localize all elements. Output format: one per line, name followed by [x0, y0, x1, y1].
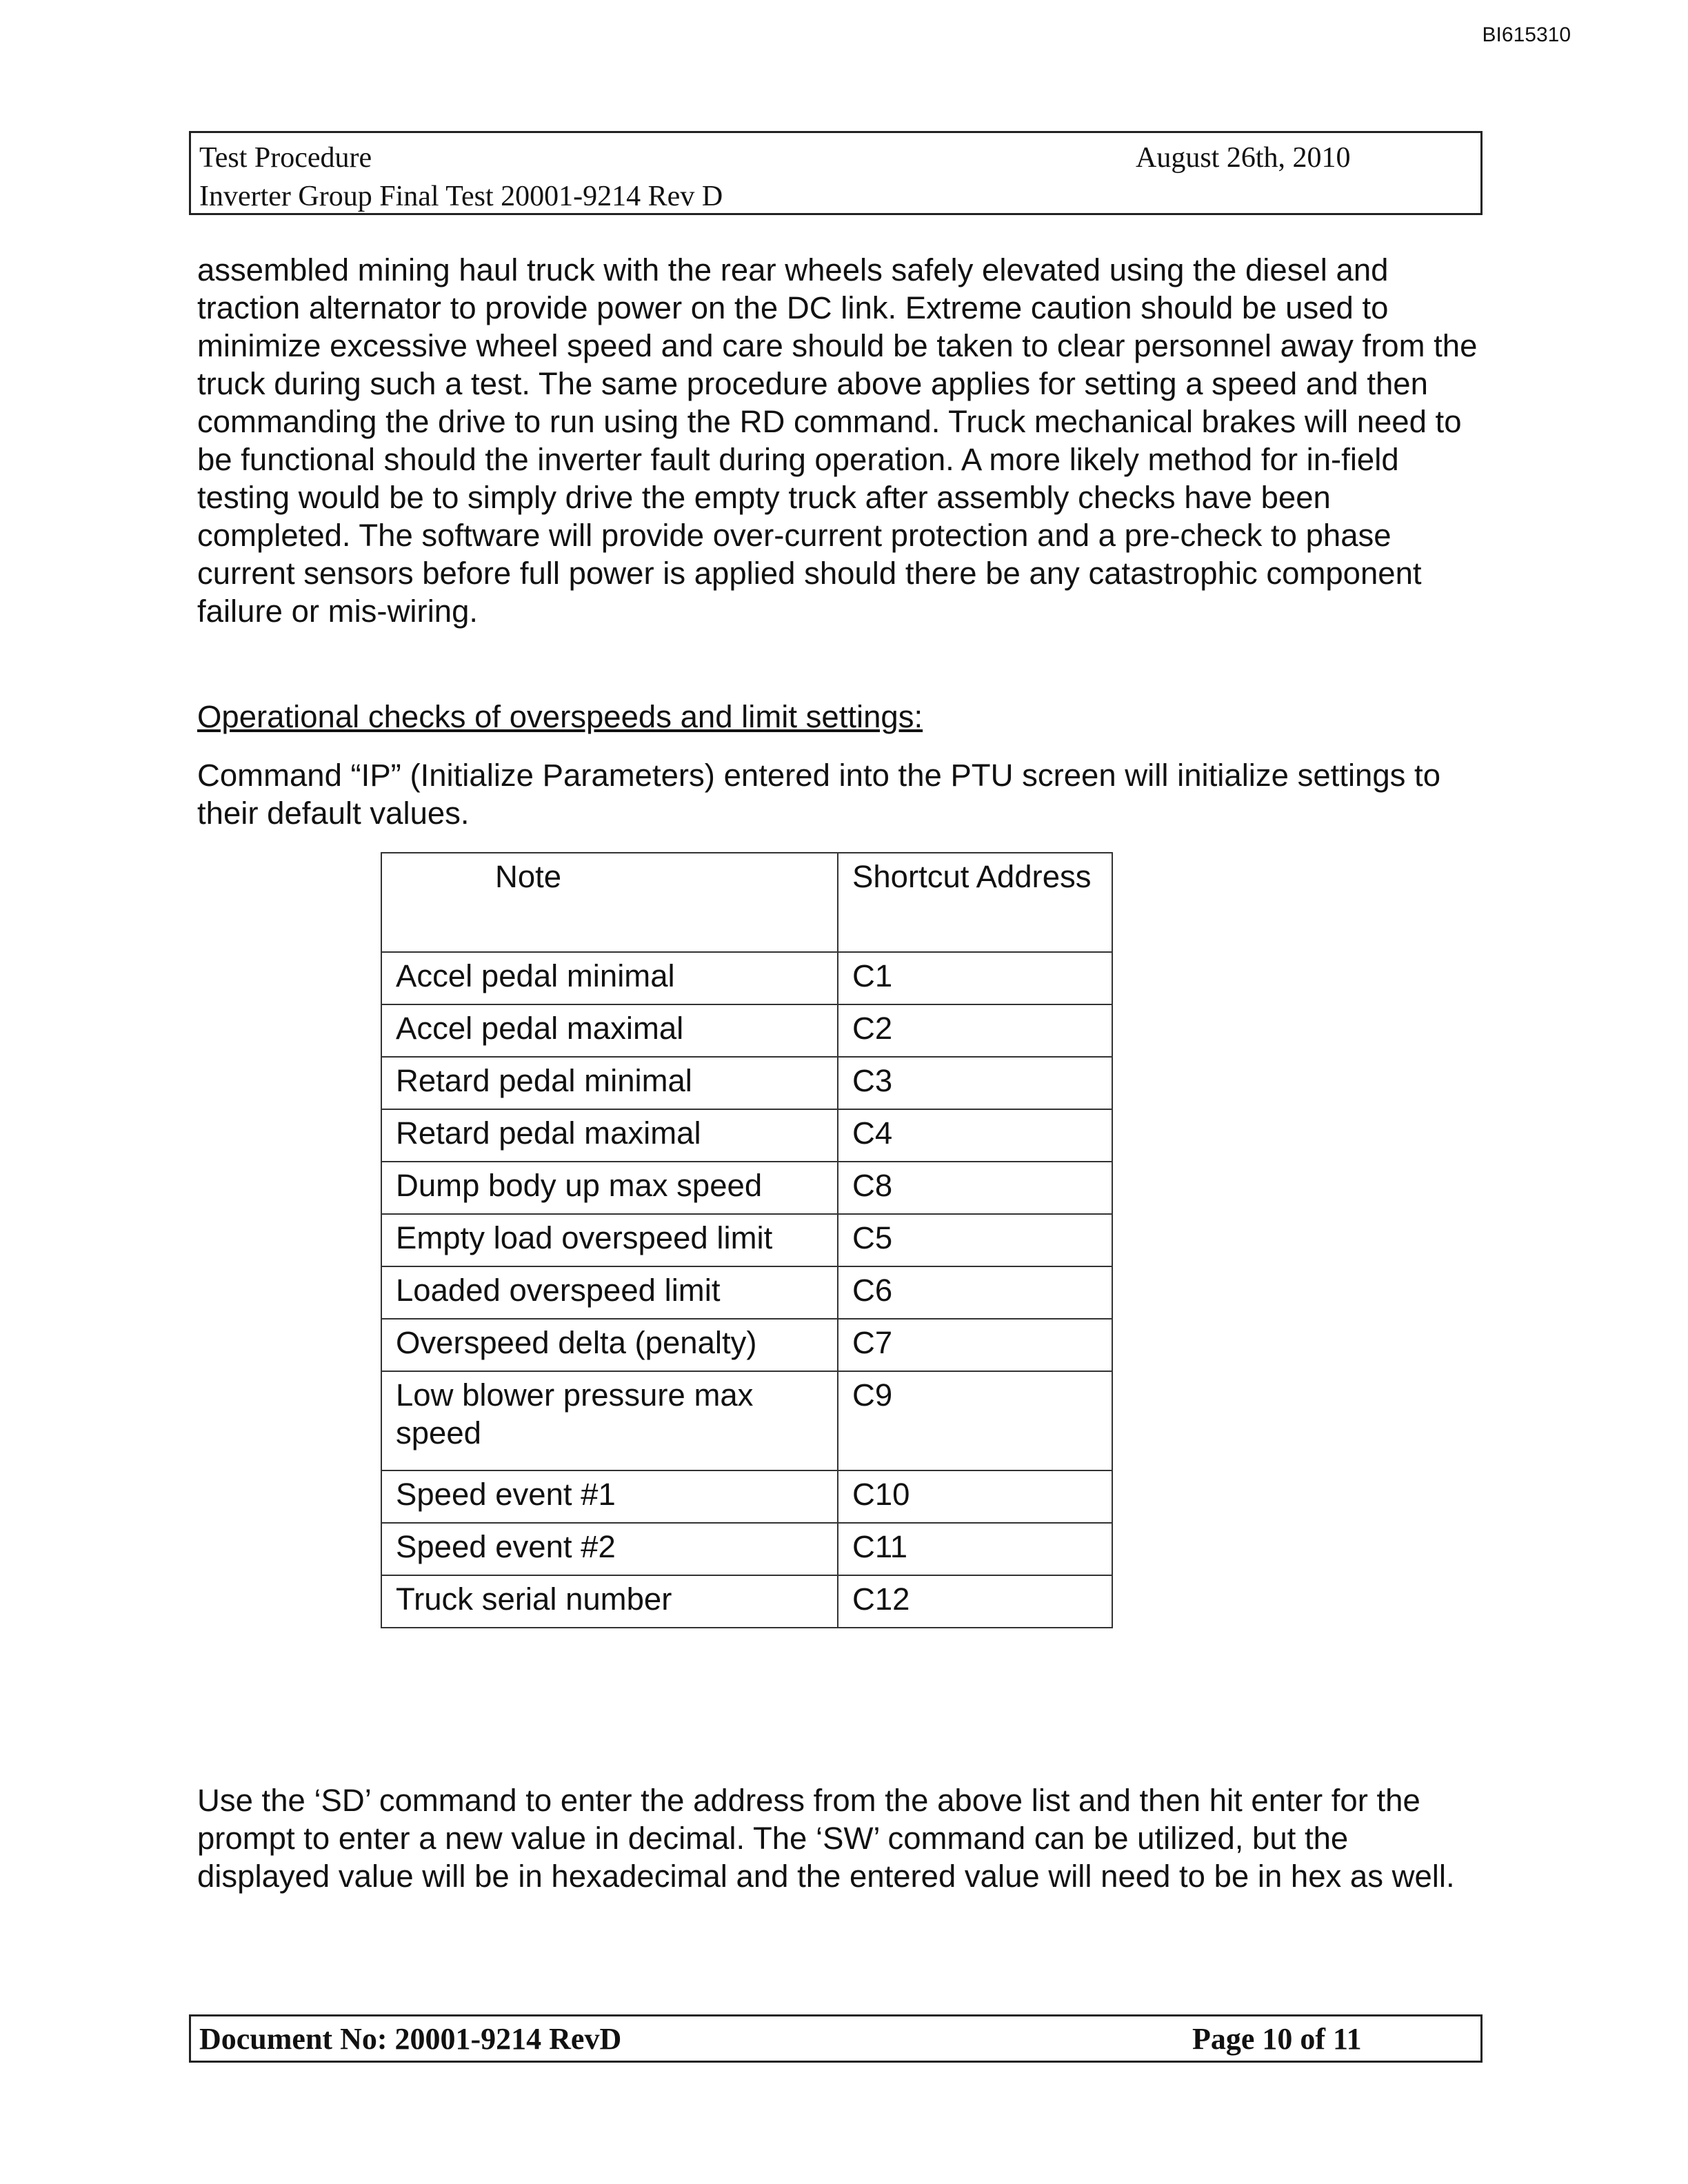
- table-row: [381, 1162, 1112, 1214]
- cell-address: C12: [838, 1575, 1112, 1628]
- cell-address: C5: [838, 1214, 1112, 1266]
- cell-address: C9: [838, 1371, 1112, 1470]
- header-subtitle: Inverter Group Final Test 20001-9214 Rev D: [199, 181, 723, 212]
- cell-address: C2: [838, 1004, 1112, 1057]
- page-footer: [189, 2014, 1483, 2063]
- header-date: August 26th, 2010: [1136, 142, 1351, 174]
- document-number: Document No: 20001-9214 RevD: [199, 2022, 622, 2056]
- cell-note: Speed event #2: [381, 1523, 838, 1575]
- column-header-address: Shortcut Address: [838, 853, 1112, 952]
- section-heading: Operational checks of overspeeds and limit settings:: [197, 699, 923, 734]
- parameter-table: [381, 852, 1113, 1628]
- table-row: [381, 1266, 1112, 1319]
- cell-note: Loaded overspeed limit: [381, 1266, 838, 1319]
- page-number: Page 10 of 11: [1192, 2022, 1362, 2056]
- cell-address: C6: [838, 1266, 1112, 1319]
- header-title: Test Procedure: [199, 142, 372, 174]
- cell-address: C4: [838, 1109, 1112, 1162]
- table-row: [381, 1214, 1112, 1266]
- cell-address: C3: [838, 1057, 1112, 1109]
- page-header: [189, 131, 1483, 215]
- cell-note: Low blower pressure max speed: [381, 1371, 838, 1470]
- paragraph-ip-command: Command “IP” (Initialize Parameters) entered into the PTU screen will initialize settings to their default values.: [197, 758, 1441, 831]
- cell-address: C8: [838, 1162, 1112, 1214]
- cell-note: Empty load overspeed limit: [381, 1214, 838, 1266]
- document-id: BI615310: [1482, 23, 1571, 46]
- paragraph-sd-command: Use the ‘SD’ command to enter the address from the above list and then hit enter for the prompt to enter a new value in decimal. The ‘SW’ command can be utilized, but the displayed value will be in hexadecimal and the entered value will need to be in hex as well.: [197, 1783, 1455, 1894]
- table-row: [381, 1109, 1112, 1162]
- cell-note: Accel pedal maximal: [381, 1004, 838, 1057]
- table-row: [381, 1319, 1112, 1371]
- cell-address: C11: [838, 1523, 1112, 1575]
- table-header-row: [381, 853, 1112, 952]
- cell-note: Accel pedal minimal: [381, 952, 838, 1004]
- cell-note: Retard pedal minimal: [381, 1057, 838, 1109]
- column-header-note: Note: [381, 853, 838, 952]
- cell-note: Speed event #1: [381, 1470, 838, 1523]
- table-row: [381, 1004, 1112, 1057]
- table-row: [381, 1470, 1112, 1523]
- table-row: [381, 1575, 1112, 1628]
- cell-note: Dump body up max speed: [381, 1162, 838, 1214]
- table-row: [381, 952, 1112, 1004]
- cell-address: C10: [838, 1470, 1112, 1523]
- cell-note: Truck serial number: [381, 1575, 838, 1628]
- table-row: [381, 1371, 1112, 1470]
- paragraph-intro: assembled mining haul truck with the rear wheels safely elevated using the diesel and traction alternator to provide power on the DC link. Extreme caution should be used to minimize excessive wheel speed and care should be taken to clear personnel away from the truck during such a test. The same procedure above applies for setting a speed and then commanding the drive to run using the RD command. Truck mechanical brakes will need to be functional should the inverter fault during operation. A more likely method for in-field testing would be to simply drive the empty truck after assembly checks have been completed. The software will provide over-current protection and a pre-check to phase current sensors before full power is applied should there be any catastrophic component failure or mis-wiring.: [197, 252, 1478, 629]
- cell-note: Overspeed delta (penalty): [381, 1319, 838, 1371]
- table-row: [381, 1523, 1112, 1575]
- cell-note: Retard pedal maximal: [381, 1109, 838, 1162]
- header-titles: [199, 139, 723, 216]
- cell-address: C7: [838, 1319, 1112, 1371]
- table-row: [381, 1057, 1112, 1109]
- cell-address: C1: [838, 952, 1112, 1004]
